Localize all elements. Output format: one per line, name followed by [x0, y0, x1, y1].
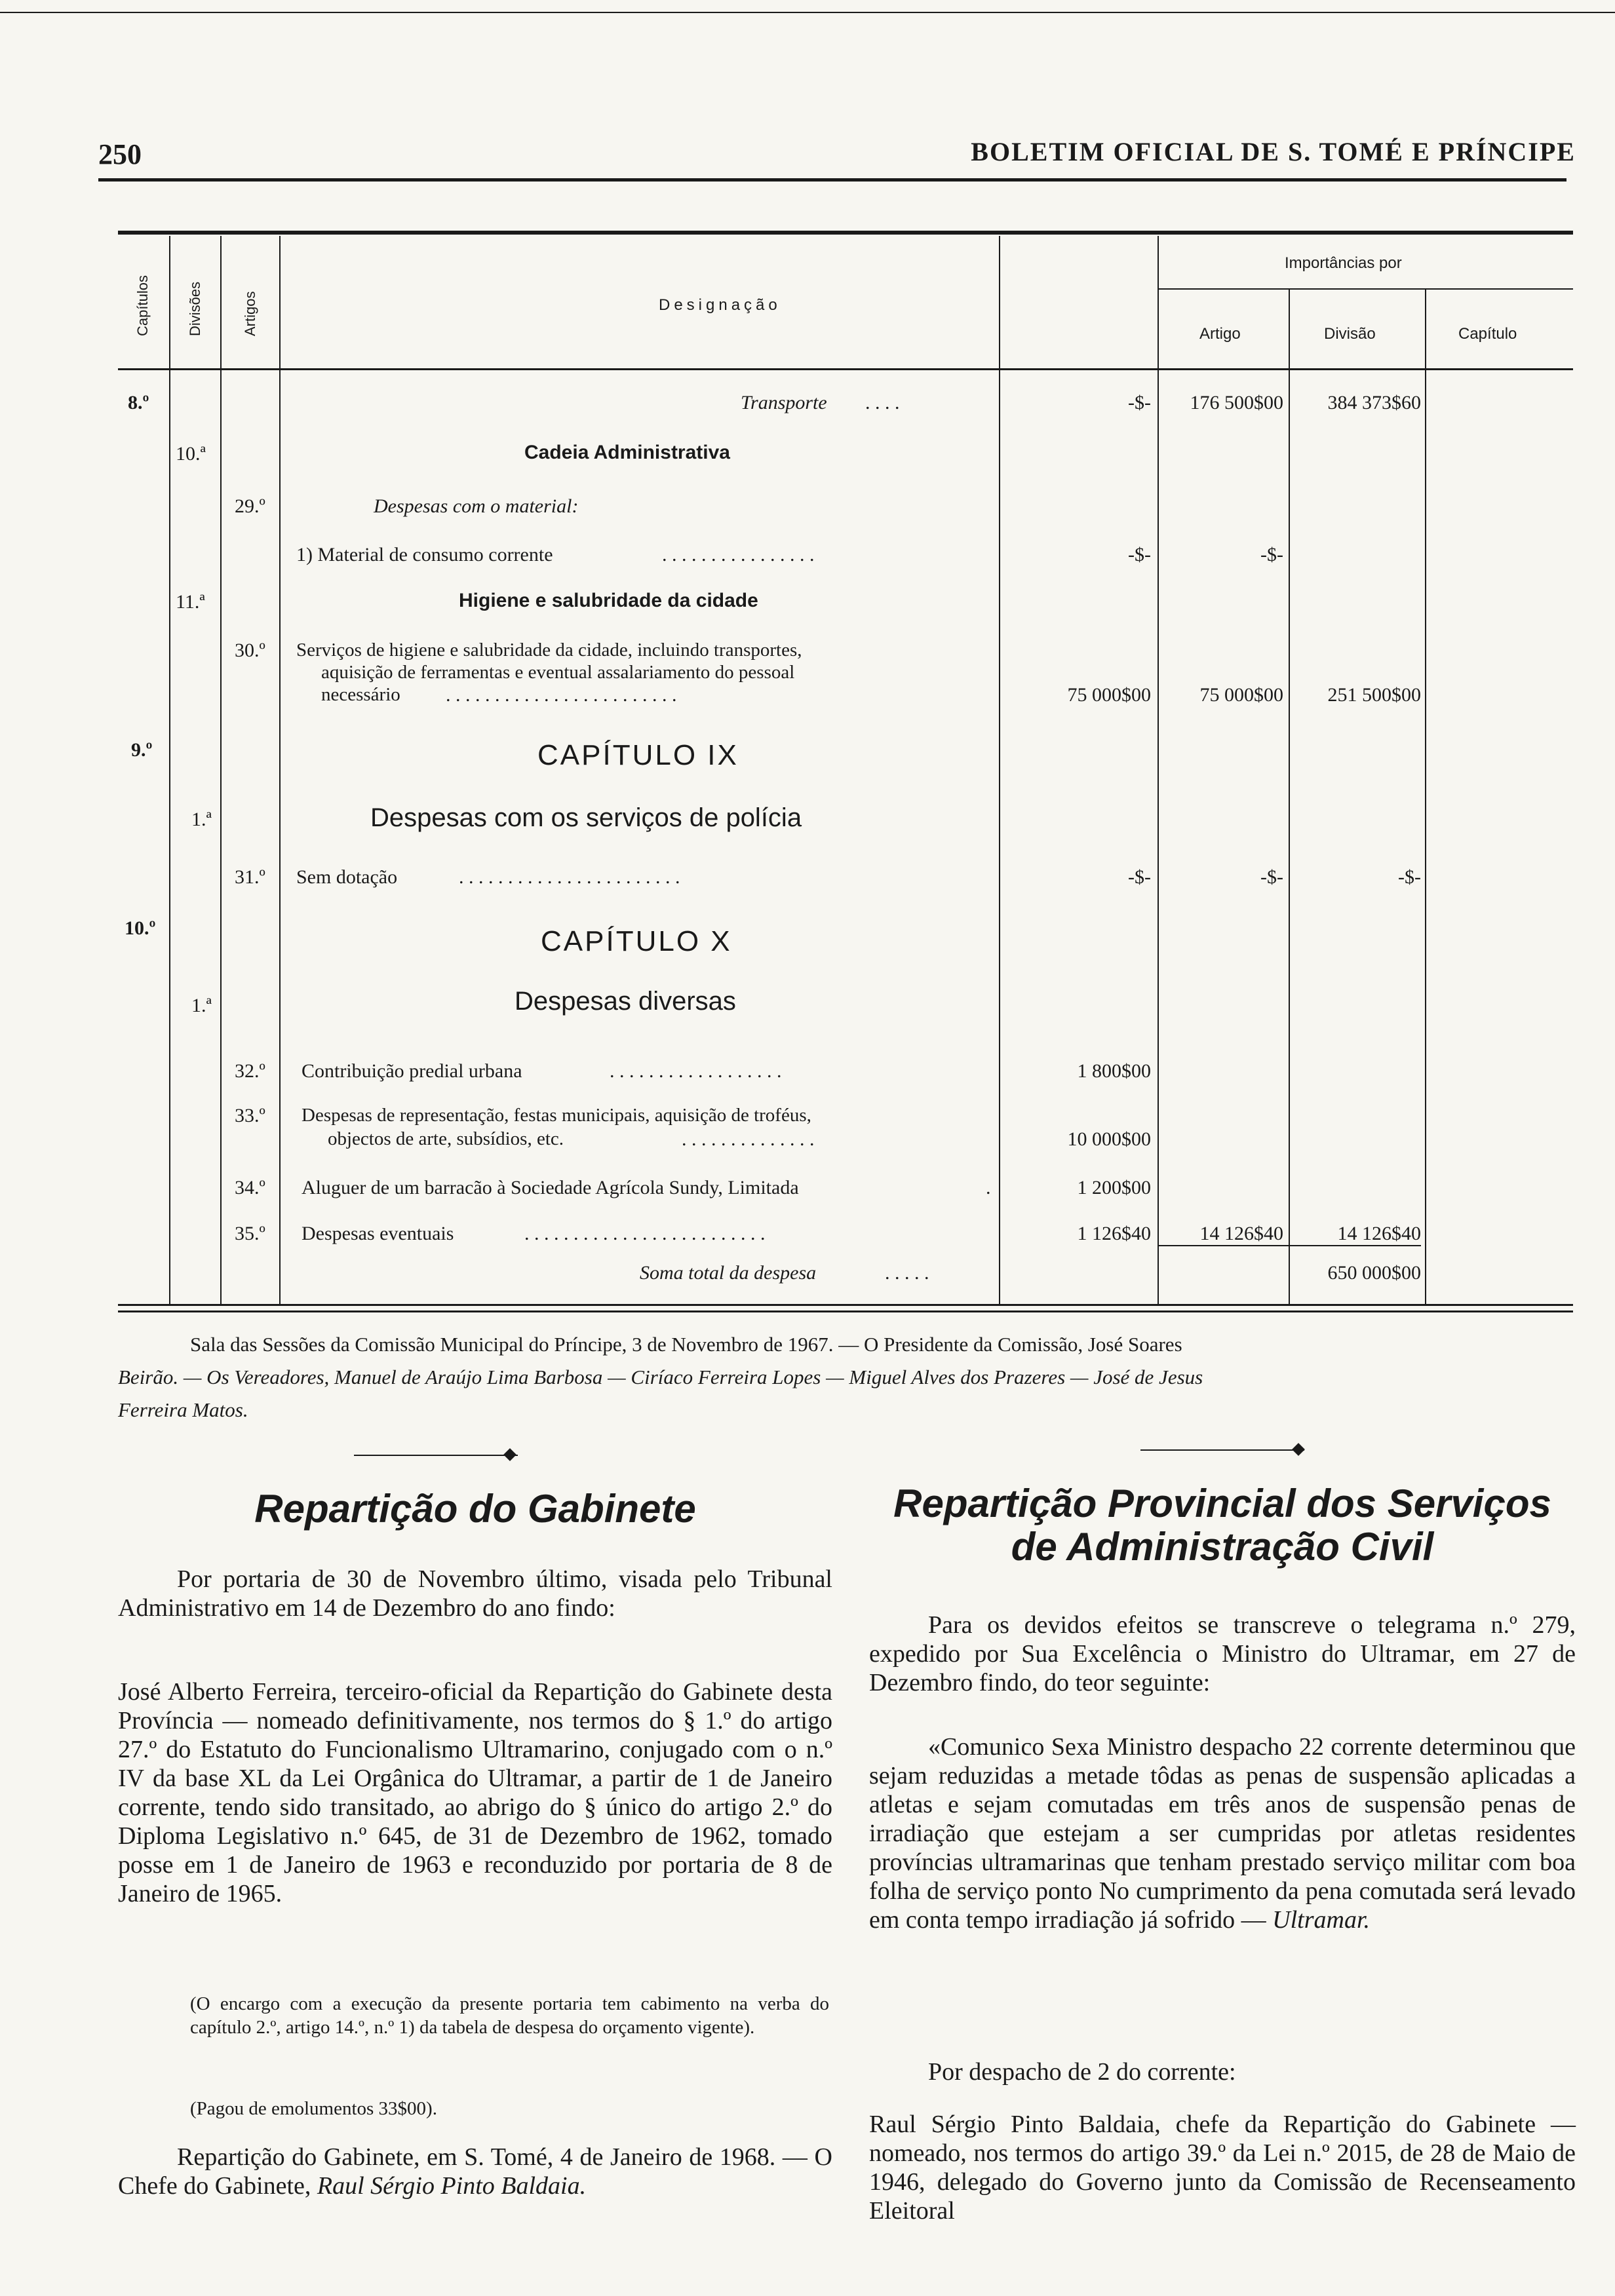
art-30-line3: necessário [321, 684, 400, 705]
div-1-cap9-title: Despesas com os serviços de polícia [370, 803, 802, 832]
art-34-text: Aluguer de um barracão à Sociedade Agrícola Sundy, Limitada [302, 1177, 799, 1198]
col-rule-6 [1289, 288, 1290, 1304]
right-quote-signoff: Ultramar. [1272, 1906, 1371, 1934]
art-35-text: Despesas eventuais [302, 1223, 454, 1244]
cap-10-title: CAPÍTULO X [541, 925, 732, 957]
left-body: José Alberto Ferreira, terceiro-oficial da Repartição do Gabinete desta Província — nomeado definitivamente, nos termos do § 1.º do artigo 27.º do Estatuto do Funcionalismo Ultramarino, conjugado com o n.º IV da base XL da Lei Orgânica do Ultramar, a partir de 1 de Janeiro corrente, tendo sido transitado, ao abrigo do § único do artigo 2.º do Diploma Legislativo n.º 645, de 31 de Dezembro de 1962, tomado posse em 1 de Janeiro de 1963 e reconduzido por portaria de 8 de Janeiro de 1965. [118, 1678, 832, 1907]
col-divisao: Divisão [1324, 325, 1376, 343]
item-1-artigo: -$- [1128, 544, 1151, 565]
art-32-num: 32.º [235, 1060, 265, 1082]
right-quote-text: «Comunico Sexa Ministro despacho 22 corrente determinou que sejam reduzidas a metade tôdas as penas de suspensão aplicadas a atletas e sejam comutadas em três anos de suspensão penas de irradiação que estejam a ser cumpridas por atletas residentes províncias ultramarinas que tenham prestado serviço militar com boa folha de serviço ponto No cumprimento da pena comutada será levado em conta tempo irradiação já sofrido — [869, 1733, 1576, 1934]
div-11-title: Higiene e salubridade da cidade [459, 590, 758, 611]
art-32-dots: . . . . . . . . . . . . . . . . . . [610, 1060, 782, 1082]
cap-10-num: 10.º [125, 917, 156, 939]
total-dots: . . . . . [885, 1262, 929, 1284]
div-1-cap10-num: 1.ª [191, 995, 212, 1016]
signature-line-3: Ferreira Matos. [118, 1398, 248, 1421]
art-30-artigo: 75 000$00 [1067, 684, 1151, 706]
art-34-num: 34.º [235, 1177, 265, 1198]
item-1-text: 1) Material de consumo corrente [296, 544, 553, 565]
art-30-line2: aquisição de ferramentas e eventual assalariamento do pessoal [321, 662, 795, 683]
total-label: Soma total da despesa [640, 1262, 817, 1284]
art-31-artigo: -$- [1128, 866, 1151, 888]
art-30-num: 30.º [235, 640, 265, 661]
publication-title: BOLETIM OFICIAL DE S. TOMÉ E PRÍNCIPE [971, 137, 1576, 166]
signature-line-2: Beirão. — Os Vereadores, Manuel de Araújo Lima Barbosa — Ciríaco Ferreira Lopes — Miguel Alves dos Prazeres — José de Jesus [118, 1366, 1203, 1388]
left-intro: Por portaria de 30 de Novembro último, visada pelo Tribunal Administrativo em 14 de Dezembro do ano findo: [118, 1565, 832, 1622]
header-rule [98, 178, 1566, 182]
table-bottom-rule-1 [118, 1304, 1573, 1306]
col-designacao: Designação [659, 296, 781, 314]
art-31-dots: . . . . . . . . . . . . . . . . . . . . . . . [459, 866, 680, 888]
art-31-text: Sem dotação [296, 866, 398, 888]
left-note: (O encargo com a execução da presente portaria tem cabimento na verba do capítulo 2.º, artigo 14.º, n.º 1) da tabela de despesa do orçamento vigente). [190, 1993, 829, 2038]
cap-8: 8.º [128, 392, 149, 413]
col-rule-1 [169, 236, 170, 1304]
art-33-line2: objectos de arte, subsídios, etc. [328, 1128, 564, 1149]
page-number: 250 [98, 138, 142, 170]
separator-right-ornament [1292, 1443, 1305, 1456]
art-30-divisao: 75 000$00 [1199, 684, 1283, 706]
left-section-title: Repartição do Gabinete [254, 1487, 696, 1531]
art-35-divisao: 14 126$40 [1199, 1223, 1283, 1244]
art-31-num: 31.º [235, 866, 265, 888]
transporte-capitulo: 384 373$60 [1327, 392, 1421, 413]
separator-right [1140, 1449, 1304, 1451]
col-rule-3 [279, 236, 281, 1304]
top-edge-rule [0, 12, 1615, 13]
col-divisoes: Divisões [187, 281, 203, 336]
art-30-dots: . . . . . . . . . . . . . . . . . . . . . . . . [446, 684, 677, 706]
left-fee: (Pagou de emolumentos 33$00). [190, 2098, 437, 2119]
art-29-num: 29.º [235, 495, 265, 517]
importancias-rule [1158, 288, 1573, 290]
art-33-dots: . . . . . . . . . . . . . . [682, 1128, 815, 1150]
art-32-text: Contribuição predial urbana [302, 1060, 522, 1082]
separator-left-ornament [503, 1448, 516, 1461]
div-1-cap10-title: Despesas diversas [515, 987, 736, 1016]
right-quote [869, 1732, 1576, 1934]
transporte-divisao: 176 500$00 [1190, 392, 1283, 413]
right-body: Raul Sérgio Pinto Baldaia, chefe da Repartição do Gabinete — nomeado, nos termos do artigo 39.º da Lei n.º 2015, de 28 de Maio de 1946, delegado do Governo junto da Comissão de Recenseamento Eleitoral [869, 2111, 1576, 2225]
div-11-num: 11.ª [176, 591, 205, 613]
right-title-line-1: Repartição Provincial dos Serviços [893, 1482, 1551, 1525]
col-importancias: Importâncias por [1285, 254, 1402, 272]
right-title-line-2: de Administração Civil [1011, 1525, 1434, 1569]
art-35-num: 35.º [235, 1223, 265, 1244]
art-31-capitulo: -$- [1398, 866, 1421, 888]
transporte-label: Transporte [741, 392, 827, 413]
art-35-artigo: 1 126$40 [1077, 1223, 1151, 1244]
right-section-title [865, 1482, 1580, 1569]
item-1-dots: . . . . . . . . . . . . . . . . [662, 544, 815, 565]
right-despacho: Por despacho de 2 do corrente: [928, 2058, 1236, 2086]
art-33-artigo: 10 000$00 [1067, 1128, 1151, 1150]
art-34-artigo: 1 200$00 [1077, 1177, 1151, 1198]
art-35-capitulo: 14 126$40 [1337, 1223, 1421, 1244]
item-1-divisao: -$- [1260, 544, 1283, 565]
art-34-dot: . [986, 1177, 991, 1198]
separator-left [354, 1455, 518, 1456]
table-top-rule [118, 231, 1573, 235]
art-33-num: 33.º [235, 1105, 265, 1126]
art-35-dots: . . . . . . . . . . . . . . . . . . . . . . . . . [524, 1223, 766, 1244]
col-rule-2 [220, 236, 222, 1304]
transporte-dots: . . . . [865, 392, 900, 413]
left-closing [118, 2143, 832, 2200]
div-10-num: 10.ª [176, 443, 206, 465]
art-33-line1: Despesas de representação, festas municipais, aquisição de troféus, [302, 1105, 811, 1126]
col-rule-7 [1425, 288, 1426, 1304]
right-intro: Para os devidos efeitos se transcreve o telegrama n.º 279, expedido por Sua Excelência o Ministro do Ultramar, em 27 de Dezembro findo, do teor seguinte: [869, 1611, 1576, 1696]
left-closing-text: Repartição do Gabinete, em S. Tomé, 4 de Janeiro de 1968. — O Chefe do Gabinete, [118, 2143, 832, 2200]
col-capitulo: Capítulo [1458, 325, 1517, 343]
art-30-capitulo: 251 500$00 [1327, 684, 1421, 706]
col-artigos: Artigos [242, 291, 258, 336]
art-32-artigo: 1 800$00 [1077, 1060, 1151, 1082]
transporte-artigo: -$- [1128, 392, 1151, 413]
art-29-title: Despesas com o material: [374, 495, 579, 517]
cap-9-num: 9.º [131, 739, 153, 761]
div-10-title: Cadeia Administrativa [524, 442, 730, 463]
art-31-divisao: -$- [1260, 866, 1283, 888]
table-bottom-rule-2 [118, 1311, 1573, 1312]
div-1-cap9-num: 1.ª [191, 809, 212, 830]
signature-line-1: Sala das Sessões da Comissão Municipal do Príncipe, 3 de Novembro de 1967. — O Presidente da Comissão, José Soares [190, 1333, 1182, 1356]
table-head-rule [118, 368, 1573, 370]
sum-underline [1159, 1245, 1421, 1246]
col-artigo: Artigo [1199, 325, 1241, 343]
cap-9-title: CAPÍTULO IX [537, 739, 739, 771]
col-capitulos: Capítulos [134, 275, 151, 336]
total-capitulo: 650 000$00 [1327, 1262, 1421, 1284]
left-closing-signatory: Raul Sérgio Pinto Baldaia. [317, 2172, 587, 2200]
art-30-line1: Serviços de higiene e salubridade da cidade, incluindo transportes, [296, 640, 802, 660]
